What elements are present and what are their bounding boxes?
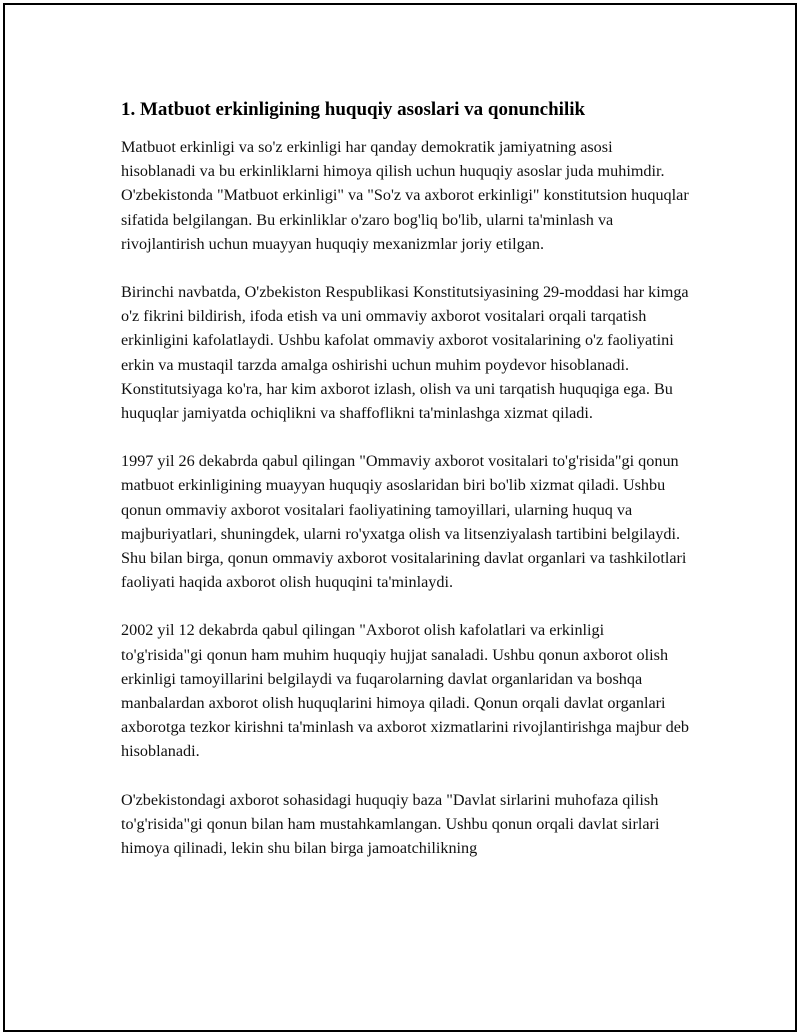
document-page [3, 3, 797, 1032]
paragraph-2: Birinchi navbatda, O'zbekiston Respublikasi Konstitutsiyasining 29-moddasi har kimga o'z fikrini bildirish, ifoda etish va uni ommaviy axborot vositalari orqali tarqatish erkinligini kafolatlaydi. Ushbu kafolat ommaviy axborot vositalarining o'z faoliyatini erkin va mustaqil tarzda amalga oshirishi uchun muhim poydevor hisoblanadi. Konstitutsiyaga ko'ra, har kim axborot izlash, olish va uni tarqatish huquqiga ega. Bu huquqlar jamiyatda ochiqlikni va shaffoflikni ta'minlashga xizmat qiladi. [121, 283, 689, 423]
paragraph-4: 2002 yil 12 dekabrda qabul qilingan "Axborot olish kafolatlari va erkinligi to'g'risida"gi qonun ham muhim huquqiy hujjat sanaladi. Ushbu qonun axborot olish erkinligi tamoyillarini belgilaydi va fuqarolarning davlat organlaridan va boshqa manbalardan axborot olish huquqlarini himoya qiladi. Qonun orqali davlat organlari axborotga tezkor kirishni ta'minlash va axborot xizmatlarini rivojlantirishga majbur deb hisoblanadi. [121, 621, 689, 761]
section-heading: 1. Matbuot erkinligining huquqiy asoslari va qonunchilik [121, 99, 586, 120]
document-content [121, 97, 689, 884]
paragraph-3: 1997 yil 26 dekabrda qabul qilingan "Ommaviy axborot vositalari to'g'risida"gi qonun matbuot erkinligining muayyan huquqiy asoslaridan biri bo'lib xizmat qiladi. Ushbu qonun ommaviy axborot vositalari faoliyatining tamoyillari, ularning huquq va majburiyatlari, shuningdek, ularni ro'yxatga olish va litsenziyalash tartibini belgilaydi. Shu bilan birga, qonun ommaviy axborot vositalarining davlat organlari va tashkilotlari faoliyati haqida axborot olish huquqini ta'minlaydi. [121, 452, 687, 592]
paragraph-1: Matbuot erkinligi va so'z erkinligi har qanday demokratik jamiyatning asosi hisoblanadi va bu erkinliklarni himoya qilish uchun huquqiy asoslar juda muhimdir. O'zbekistonda "Matbuot erkinligi" va "So'z va axborot erkinligi" konstitutsion huquqlar sifatida belgilangan. Bu erkinliklar o'zaro bog'liq bo'lib, ularni ta'minlash va rivojlantirish uchun muayyan huquqiy mexanizmlar joriy etilgan. [121, 138, 689, 253]
paragraph-5: O'zbekistondagi axborot sohasidagi huquqiy baza "Davlat sirlarini muhofaza qilish to'g'risida"gi qonun bilan ham mustahkamlangan. Ushbu qonun orqali davlat sirlari himoya qilinadi, lekin shu bilan birga jamoatchilikning [121, 790, 660, 858]
